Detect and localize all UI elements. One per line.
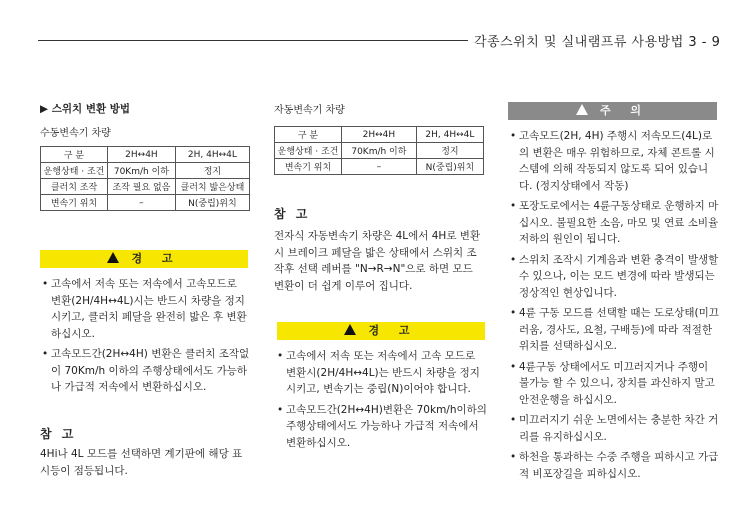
table-cell: 70Km/h 이하	[108, 163, 176, 179]
list-item: • 고속모드(2H, 4H) 주행시 저속모드(4L)로의 변환은 매우 위험하므로, 자체 콘트롤 시스템에 의해 작동되지 않도록 되어 있습니다. (정지상태에서 작동)	[510, 128, 720, 194]
warning-title: 경 고	[368, 324, 418, 337]
list-item: • 하천을 통과하는 수중 주행을 피하시고 가급적 비포장길을 피하십시오.	[510, 449, 720, 482]
table-cell: 운행상태 · 조건	[275, 143, 342, 159]
list-item: • 포장도로에서는 4륜구동상태로 운행하지 마십시오. 불필요한 소음, 마모 및 연료 소비율 저하의 원인이 됩니다.	[510, 198, 720, 248]
note-heading: 참 고	[274, 207, 311, 221]
table-row	[41, 195, 250, 211]
table-cell: N(중립)위치	[416, 159, 483, 175]
warning-triangle-icon	[107, 252, 119, 263]
table-cell: –	[108, 195, 176, 211]
warning-banner	[277, 322, 485, 340]
table-cell: 2H↔4H	[342, 127, 417, 143]
list-item: • 고속에서 저속 또는 저속에서 고속모드로 변환(2H/4H↔4L)시는 반드시 차량을 정지시키고, 클러치 페달을 완전히 밟은 후 변환하십시오.	[42, 276, 250, 342]
table-cell: N(중립)위치	[175, 195, 249, 211]
table-cell: 2H↔4H	[108, 147, 176, 163]
list-item: • 고속모드간(2H↔4H) 변환은 클러치 조작없이 70Km/h 이하의 주행상태에서도 가능하나 가급적 저속에서 변환하십시오.	[42, 346, 250, 396]
caution-banner	[508, 102, 717, 120]
list-item: • 4륜구동 상태에서도 미끄러지거나 주행이 불가능 할 수 있으니, 장치를 과신하지 말고 안전운행을 하십시오.	[510, 359, 720, 409]
header-rule	[38, 40, 468, 41]
table-cell: 운행상태 · 조건	[41, 163, 108, 179]
table-row	[275, 143, 484, 159]
table-cell: 정지	[175, 163, 249, 179]
manual-transmission-label: 수동변속기 차량	[40, 128, 111, 139]
note-text: 전자식 자동변속기 차량은 4L에서 4H로 변환시 브레이크 페달을 밟은 상태에서 스위치 조작후 선택 레버를 "N→R→N"으로 하면 모드 변환이 더 쉽게 이루어 집니다.	[274, 230, 481, 292]
note-text: 4Hi나 4L 모드를 선택하면 계기판에 해당 표시등이 점등됩니다.	[40, 448, 243, 477]
list-item: • 고속에서 저속 또는 저속에서 고속 모드로 변환시(2H/4H↔4L)는 반드시 차량을 정지시키고, 변속기는 중립(N)이어야 합니다.	[277, 348, 487, 398]
caution-list	[510, 128, 720, 486]
table-cell: 변속기 위치	[41, 195, 108, 211]
table-cell: 2H, 4H↔4L	[175, 147, 249, 163]
list-item: • 고속모드간(2H↔4H)변환은 70km/h이하의 주행상태에서도 가능하나 가급적 저속에서 변환하십시오.	[277, 402, 487, 452]
note-heading: 참 고	[40, 427, 77, 441]
warning-list	[277, 348, 487, 455]
table-row	[275, 127, 484, 143]
list-item: • 미끄러지기 쉬운 노면에서는 충분한 차간 거리를 유지하십시오.	[510, 412, 720, 445]
list-item: • 4륜 구동 모드를 선택할 때는 도로상태(미끄러움, 경사도, 요철, 구배등)에 따라 적절한 위치를 선택하십시오.	[510, 305, 720, 355]
switch-conversion-heading: ▶ 스위치 변환 방법	[40, 103, 131, 115]
table-row	[41, 179, 250, 195]
warning-banner	[40, 250, 248, 268]
caution-triangle-icon	[576, 104, 588, 115]
table-row	[41, 147, 250, 163]
table-cell: 구 분	[41, 147, 108, 163]
warning-title: 경 고	[131, 252, 181, 265]
list-item: • 스위치 조작시 기계음과 변환 충격이 발생할 수 있으나, 이는 모드 변경에 따라 발생되는 정상적인 현상입니다.	[510, 252, 720, 302]
table-cell: 클러치 밟은상태	[175, 179, 249, 195]
table-row	[41, 163, 250, 179]
table-cell: 클러치 조작	[41, 179, 108, 195]
automatic-transmission-table	[274, 126, 484, 175]
table-cell: 2H, 4H↔4L	[416, 127, 483, 143]
caution-title: 주 의	[599, 104, 650, 117]
table-cell: 구 분	[275, 127, 342, 143]
table-cell: –	[342, 159, 417, 175]
warning-list	[42, 276, 250, 400]
table-row	[275, 159, 484, 175]
automatic-transmission-label: 자동변속기 차량	[274, 105, 345, 116]
table-cell: 정지	[416, 143, 483, 159]
table-cell: 조작 필요 없음	[108, 179, 176, 195]
warning-triangle-icon	[344, 324, 356, 335]
page-header-title: 각종스위치 및 실내램프류 사용방법 3 - 9	[474, 35, 721, 50]
manual-transmission-table	[40, 146, 250, 211]
table-cell: 70Km/h 이하	[342, 143, 417, 159]
table-cell: 변속기 위치	[275, 159, 342, 175]
